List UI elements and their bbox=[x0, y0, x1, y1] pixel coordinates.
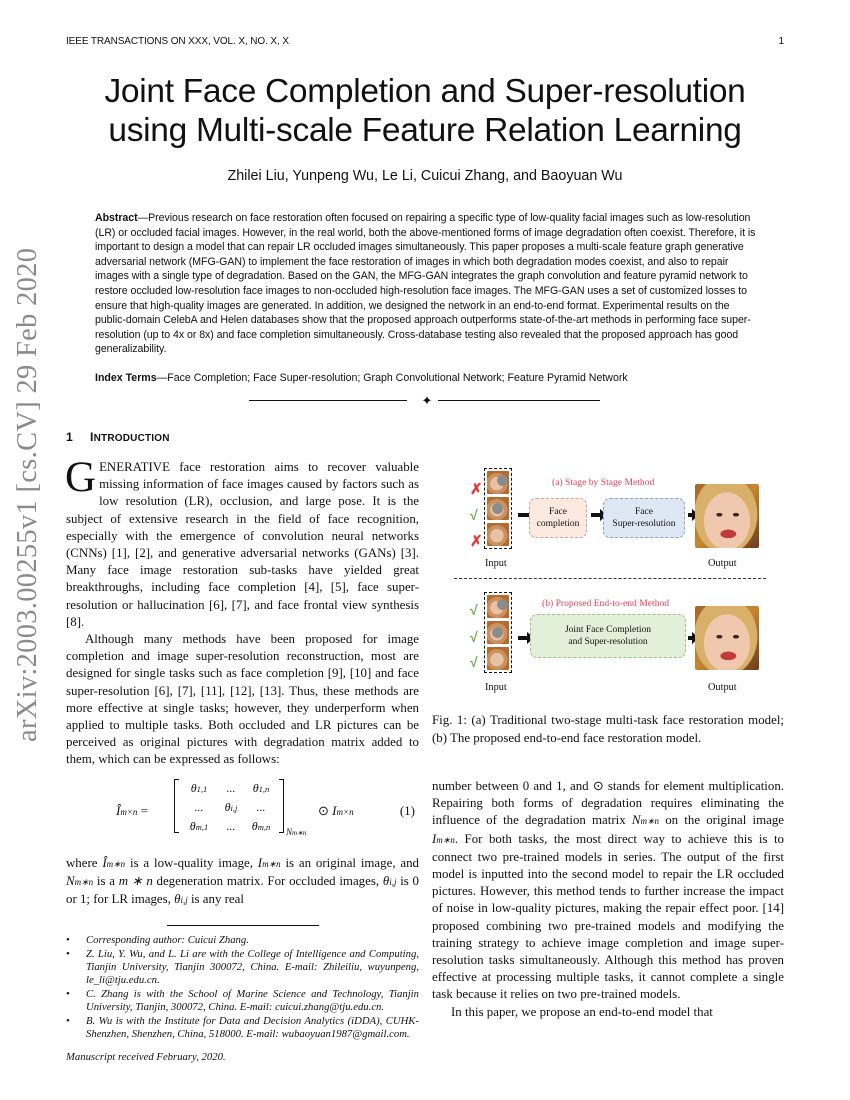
restored-face-output-image-b bbox=[695, 606, 759, 670]
index-terms bbox=[95, 372, 759, 384]
equation-number: (1) bbox=[399, 802, 415, 818]
lead-word: ENERATIVE bbox=[99, 460, 170, 474]
author-footnotes bbox=[66, 934, 419, 1041]
hadamard-symbol: ⊙ bbox=[592, 779, 604, 793]
occluded-lr-face-thumbnail bbox=[487, 595, 509, 618]
matrix-cell: θi,j bbox=[224, 799, 238, 814]
restored-face-output-image-a bbox=[695, 484, 759, 548]
matrix-cell: ... bbox=[226, 780, 236, 795]
check-mark-icon: √ bbox=[470, 629, 478, 645]
matrix-cell: ... bbox=[194, 799, 204, 814]
cross-mark-icon: ✗ bbox=[470, 533, 483, 550]
footnote-item: • Z. Liu, Y. Wu, and L. Li are with the College of Intelligence and Computing, Tianjin University, Tianjin 300072, China. E-mail: Zhileiliu, wuyunpeng, le_li@tju.edu.cn. bbox=[66, 948, 419, 988]
section-separator bbox=[249, 394, 600, 408]
occluded-lr-face-thumbnail bbox=[487, 471, 509, 494]
index-terms-text: Face Completion; Face Super-resolution; Graph Convolutional Network; Feature Pyramid Network bbox=[167, 372, 628, 384]
matrix-left-bracket bbox=[174, 779, 179, 833]
author-list: Zhilei Liu, Yunpeng Wu, Le Li, Cuicui Zhang, and Baoyuan Wu bbox=[227, 168, 623, 184]
matrix-right-bracket bbox=[279, 779, 284, 833]
occluded-face-thumbnail bbox=[487, 621, 509, 644]
figure-1 bbox=[436, 462, 776, 702]
index-terms-label: Index Terms bbox=[95, 372, 157, 384]
abstract-label: Abstract bbox=[95, 212, 138, 224]
intro-paragraph-2: Although many methods have been proposed for image completion and image super-resolution reconstruction, most are designed for single tasks such as face completion [9], [10] and face super-resolution [6], [7], [11], [12], [13]. Thus, these methods are more effective at single tasks; however, they underperform when applied to multiple tasks. Both occluded and LR pictures can be perceived as original pictures with degradation matrix added to them, which can be expressed as follows: bbox=[66, 632, 419, 767]
matrix-cell: θm,1 bbox=[189, 818, 209, 833]
output-label-a: Output bbox=[708, 558, 737, 569]
check-mark-icon: √ bbox=[470, 602, 478, 618]
lhs-subscript: m×n bbox=[120, 806, 138, 817]
footnote-rule bbox=[167, 925, 319, 926]
right-paragraph-1: number between 0 and 1, and ⊙ stands for element multiplication. Repairing both forms of degradation requires eliminating the influence of the degradation matrix Nm∗n on the original image Im∗n. For both tasks, the most direct way to achieve this is to connect two pre-trained models in series. The output of the first model is inputted into the second model to repair the LR occluded pictures. However, this method tends to further increase the impact of noise in low-quality pictures, making the repair effect poor. [14] proposed combining two pre-trained models and modifying the training strategy to achieve image completion and image super-resolution tasks simultaneously. Although this method has proven effective at processing multiple tasks, it cannot complete a single task because it relies on two pre-trained models. bbox=[432, 779, 784, 1002]
arrow-icon bbox=[518, 636, 528, 640]
separator-diamond-icon: ✦ bbox=[421, 393, 433, 408]
rhs-subscript: m×n bbox=[336, 806, 354, 817]
arrow-icon bbox=[688, 513, 693, 517]
page-number: 1 bbox=[778, 36, 784, 47]
matrix-cells bbox=[180, 780, 278, 836]
index-terms-dash: — bbox=[156, 372, 168, 384]
right-paragraph-2: In this paper, we propose an end-to-end model that bbox=[451, 1004, 713, 1019]
drop-cap: G bbox=[65, 454, 97, 501]
running-header bbox=[66, 36, 784, 50]
panel-a-label: (a) Stage by Stage Method bbox=[552, 477, 655, 488]
arxiv-identifier-stamp: arXiv:2003.00255v1 [cs.CV] 29 Feb 2020 bbox=[12, 247, 43, 742]
right-column-text bbox=[432, 778, 784, 1021]
intro-paragraph-3: where Îm∗n is a low-quality image, Im∗n is an original image, and Nm∗n is a m ∗ n degeneration matrix. For occluded images, θi,j is 0 or 1; for LR images, θi,j is any real bbox=[66, 855, 419, 907]
matrix-cell: θm,n bbox=[251, 818, 271, 833]
input-images-strip-b bbox=[484, 592, 512, 673]
degradation-matrix bbox=[174, 779, 284, 833]
footnote-item: • B. Wu is with the Institute for Data and Decision Analytics (iDDA), CUHK-Shenzhen, Shenzhen, China, 518000. E-mail: wubaoyuan1987@gmail.com. bbox=[66, 1015, 419, 1042]
input-label-a: Input bbox=[485, 558, 507, 569]
equals-sign: = bbox=[140, 802, 149, 818]
check-mark-icon: √ bbox=[470, 507, 478, 523]
abstract-dash: — bbox=[137, 212, 149, 224]
lr-face-thumbnail bbox=[487, 523, 509, 546]
face-completion-box: Face completion bbox=[529, 498, 587, 538]
footnote-item: • C. Zhang is with the School of Marine Science and Technology, Tianjin University, Tianjin, 300072, China. E-mail: cuicui.zhang@tju.edu.cn. bbox=[66, 988, 419, 1015]
matrix-cell: ... bbox=[226, 818, 236, 833]
section-heading-introduction bbox=[66, 430, 419, 444]
lr-face-thumbnail bbox=[487, 647, 509, 670]
arrow-icon bbox=[591, 513, 601, 517]
check-mark-icon: √ bbox=[470, 654, 478, 670]
title-line-1: Joint Face Completion and Super-resolution bbox=[104, 73, 746, 110]
equation-lhs bbox=[116, 803, 148, 819]
footnote-item: • Corresponding author: Cuicui Zhang. bbox=[66, 934, 419, 947]
lhs-symbol: Î bbox=[116, 802, 121, 818]
cross-mark-icon: ✗ bbox=[470, 481, 483, 498]
panel-b-label: (b) Proposed End-to-end Method bbox=[542, 598, 670, 609]
output-label-b: Output bbox=[708, 682, 737, 693]
rhs-symbol: I bbox=[332, 802, 337, 818]
journal-name: IEEE TRANSACTIONS ON XXX, VOL. X, NO. X, X bbox=[66, 36, 289, 47]
input-images-strip-a bbox=[484, 468, 512, 549]
equation-rhs bbox=[318, 803, 354, 819]
title-line-2: using Multi-scale Feature Relation Learning bbox=[108, 112, 742, 149]
input-label-b: Input bbox=[485, 682, 507, 693]
intro-paragraph-1-text: face restoration aims to recover valuable missing information of face images caused by factors such as low resolution (LR), occlusion, and large pose. It is the subject of extensive research in the field of face recognition, especially with the emergence of convolution neural networks (CNNs) [1], [2], and generative adversarial networks (GANs) [3]. Many face image restoration sub-tasks have yielded great breakthroughs, including face completion [4], [5], face super-resolution or hallucination [6], [7], and face frontal view synthesis [8]. bbox=[66, 460, 419, 629]
paper-title bbox=[60, 72, 790, 150]
panel-divider bbox=[454, 578, 766, 579]
abstract bbox=[95, 211, 759, 357]
face-super-resolution-box: Face Super-resolution bbox=[603, 498, 685, 538]
occluded-face-thumbnail bbox=[487, 497, 509, 520]
figure-1-caption: Fig. 1: (a) Traditional two-stage multi-task face restoration model; (b) The proposed end-to-end face restoration model. bbox=[432, 713, 784, 745]
intro-paragraph-1 bbox=[65, 454, 419, 631]
section-title-rest: NTRODUCTION bbox=[93, 433, 170, 444]
abstract-text: Previous research on face restoration often focused on repairing a specific type of low-quality facial images such as low-resolution (LR) or occluded facial images. However, in the real world, both the above-mentioned forms of image degradation often coexist. Therefore, it is important to design a model that can repair LR occluded images simultaneously. This paper proposes a multi-scale feature graph generative adversarial network (MFG-GAN) to implement the face restoration of images in which both degradation modes coexist, and also to repair images with a single type of degradation. Based on the GAN, the MFG-GAN integrates the graph convolution and feature pyramid network to restore occluded low-resolution face images to non-occluded high-resolution face images. The MFG-GAN uses a set of customized losses to ensure that high-quality images are generated. In addition, we designed the network in an end-to-end format. Experimental results on the public-domain CelebA and Helen databases show that the proposed approach outperforms state-of-the-art methods in performing face super-resolution (up to 4x or 8x) and face completion simultaneously. Cross-database testing also revealed that the proposed approach has good generalizability. bbox=[95, 212, 756, 356]
joint-completion-sr-box: Joint Face Completion and Super-resolution bbox=[530, 614, 686, 658]
left-column bbox=[66, 430, 419, 1063]
section-number: 1 bbox=[66, 430, 73, 444]
matrix-cell: θ1,n bbox=[252, 780, 270, 795]
matrix-cell: θ1,1 bbox=[190, 780, 208, 795]
manuscript-received-note: Manuscript received February, 2020. bbox=[66, 1050, 226, 1063]
separator-line-right bbox=[438, 400, 600, 401]
equation-1 bbox=[66, 779, 419, 849]
matrix-cell: ... bbox=[256, 799, 266, 814]
separator-line-left bbox=[249, 400, 407, 401]
matrix-subscript: Nm∗n bbox=[286, 826, 307, 837]
section-title-initial: I bbox=[90, 430, 94, 444]
arrow-icon bbox=[688, 636, 693, 640]
hadamard-operator: ⊙ bbox=[318, 802, 329, 818]
